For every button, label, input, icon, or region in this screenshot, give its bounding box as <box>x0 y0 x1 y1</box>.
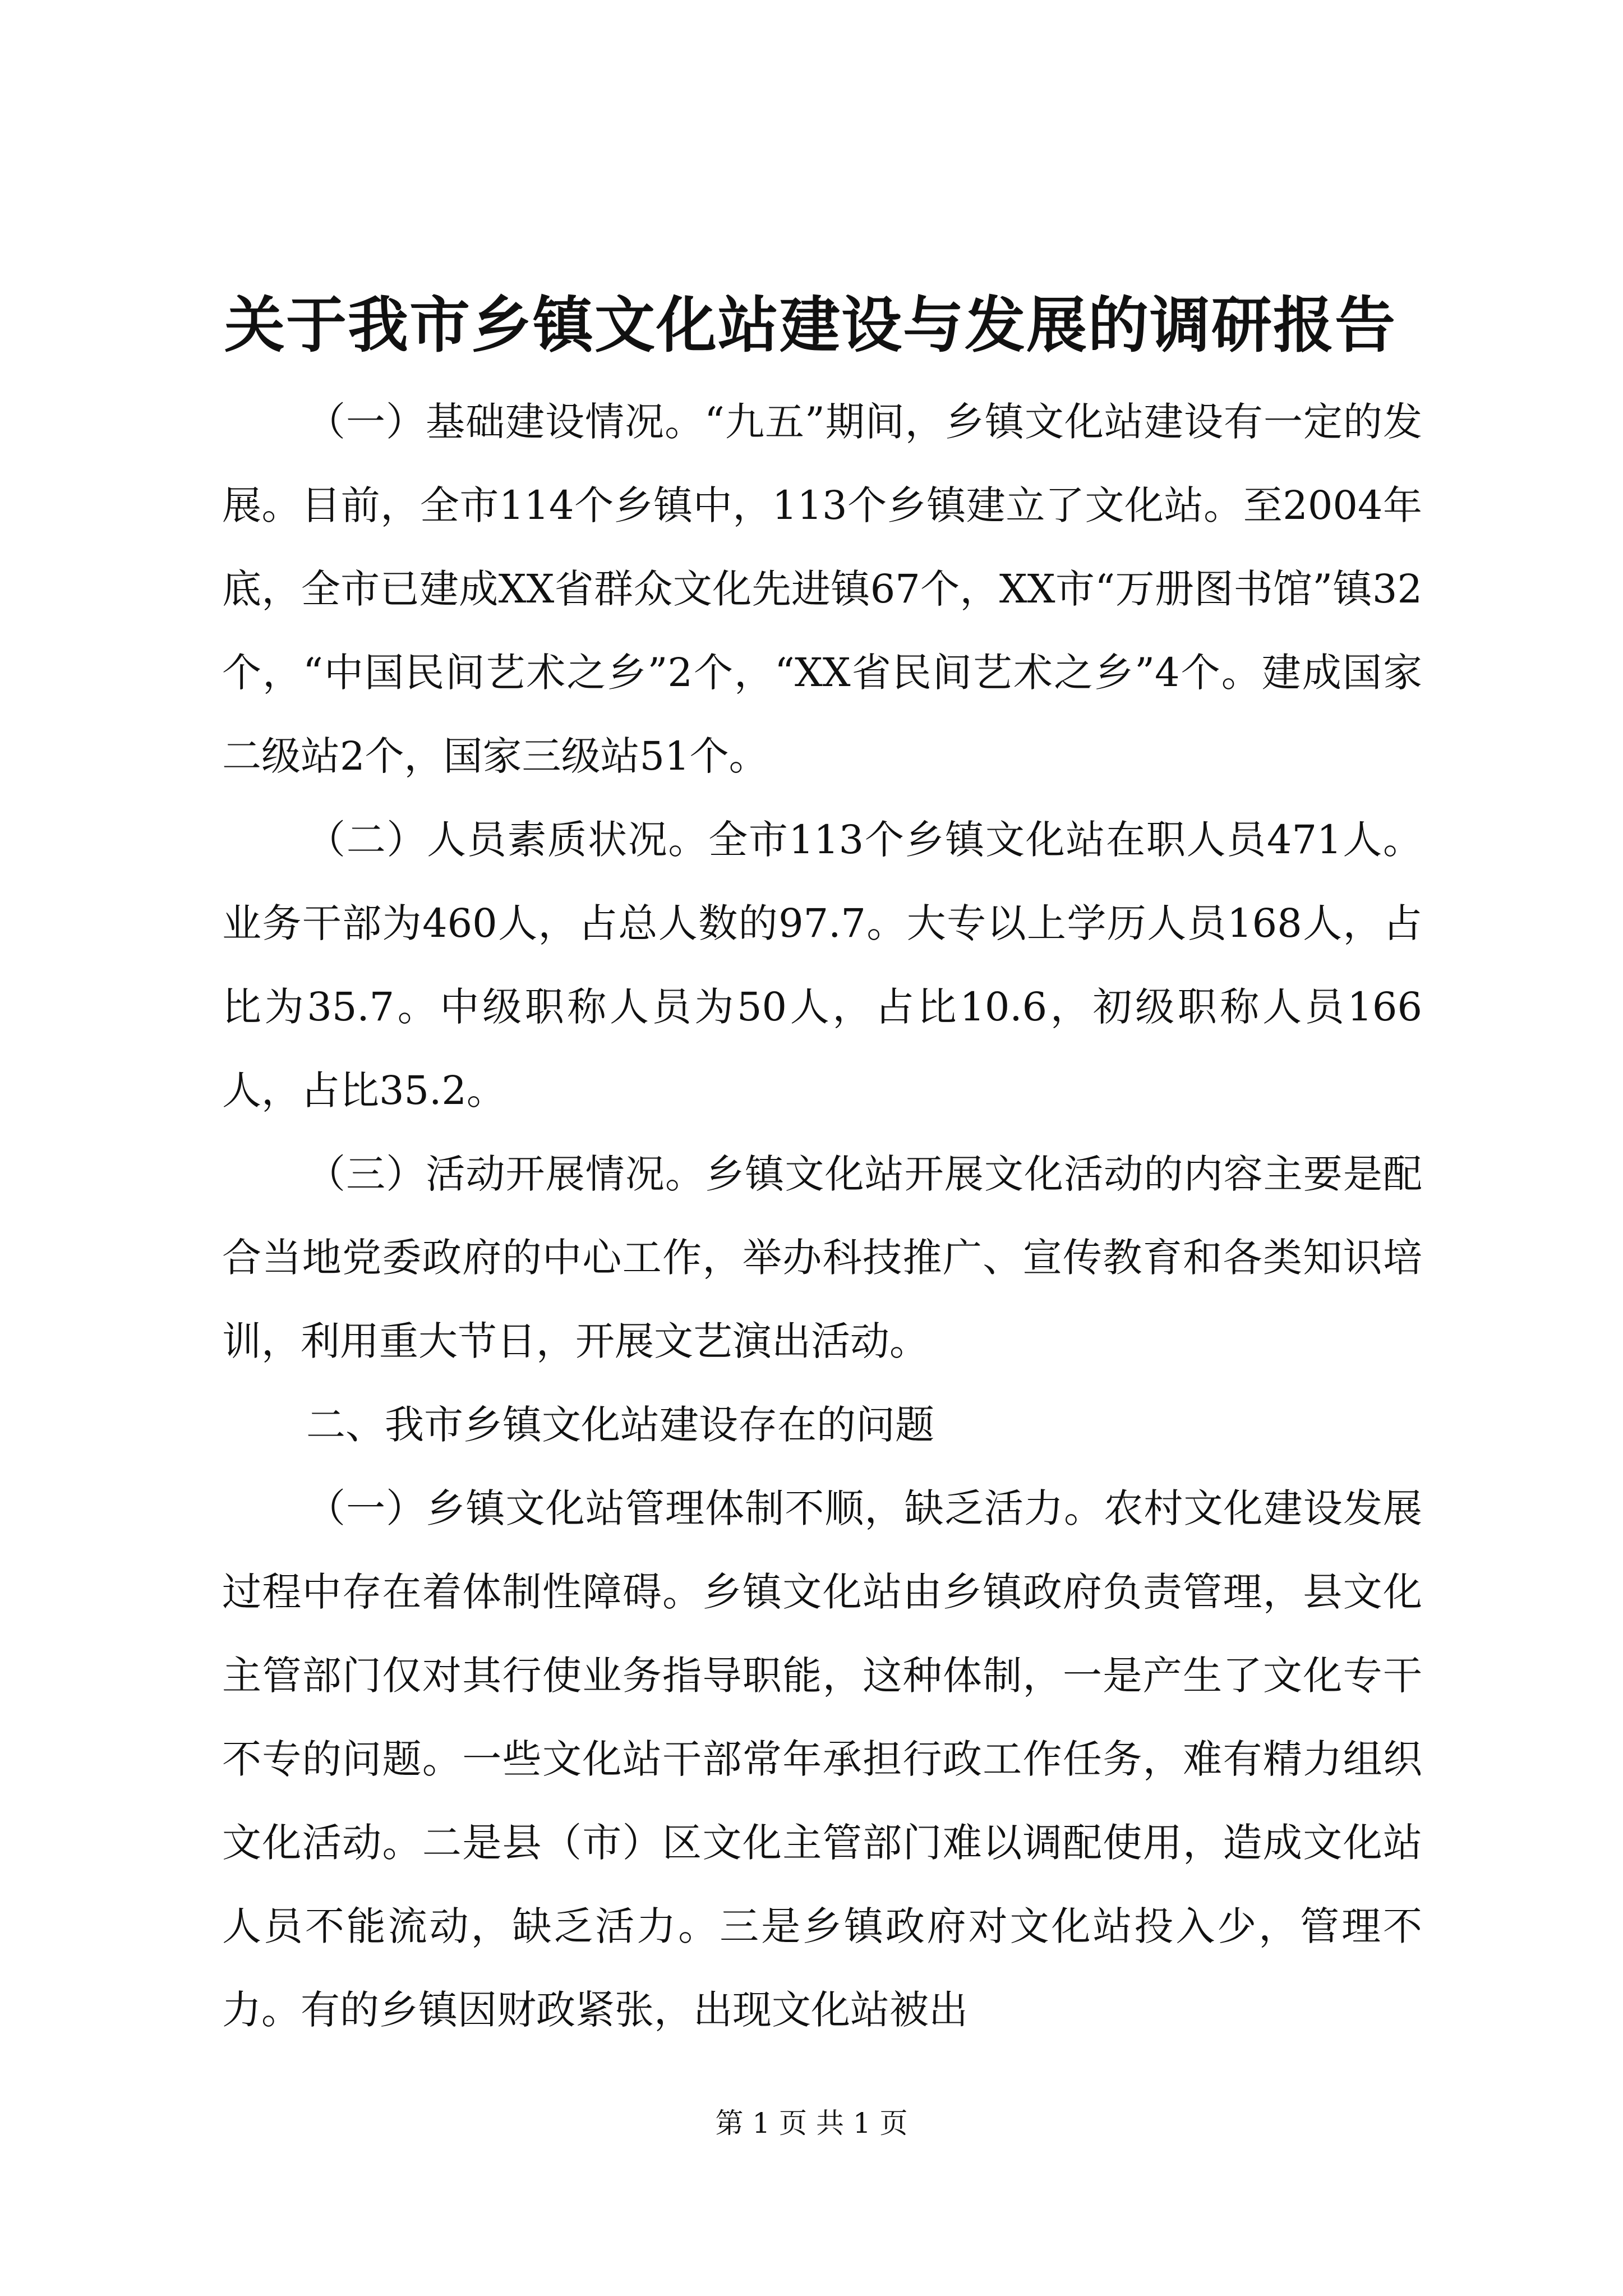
paragraph-management-system: （一）乡镇文化站管理体制不顺，缺乏活力。农村文化建设发展过程中存在着体制性障碍。乡镇文化站由乡镇政府负责管理，县文化主管部门仅对其行使业务指导职能，这种体制，一是产生了文化专干不专的问题。一些文化站干部常年承担行政工作任务，难有精力组织文化活动。二是县（市）区文化主管部门难以调配使用，造成文化站人员不能流动，缺乏活力。三是乡镇政府对文化站投入少，管理不力。有的乡镇因财政紧张，出现文化站被出 <box>222 1485 1422 2033</box>
document-title: 关于我市乡镇文化站建设与发展的调研报告 <box>224 290 1396 361</box>
paragraph-personnel: （二）人员素质状况。全市113个乡镇文化站在职人员471人。业务干部为460人，占总人数的97.7。大专以上学历人员168人，占比为35.7。中级职称人员为50人，占比10.6，初级职称人员166人，占比35.2。 <box>222 817 1422 1114</box>
page-footer: 第 1 页 共 1 页 <box>715 2107 908 2139</box>
paragraph-activities: （三）活动开展情况。乡镇文化站开展文化活动的内容主要是配合当地党委政府的中心工作，举办科技推广、宣传教育和各类知识培训，利用重大节日，开展文艺演出活动。 <box>222 1151 1422 1364</box>
section-heading-problems: 二、我市乡镇文化站建设存在的问题 <box>306 1402 934 1448</box>
paragraph-infrastructure: （一）基础建设情况。“九五”期间，乡镇文化站建设有一定的发展。目前，全市114个乡镇中，113个乡镇建立了文化站。至2004年底，全市已建成XX省群众文化先进镇67个，XX市“万册图书馆”镇32个，“中国民间艺术之乡”2个，“XX省民间艺术之乡”4个。建成国家二级站2个，国家三级站51个。 <box>222 399 1422 779</box>
document-body <box>222 380 1422 2052</box>
